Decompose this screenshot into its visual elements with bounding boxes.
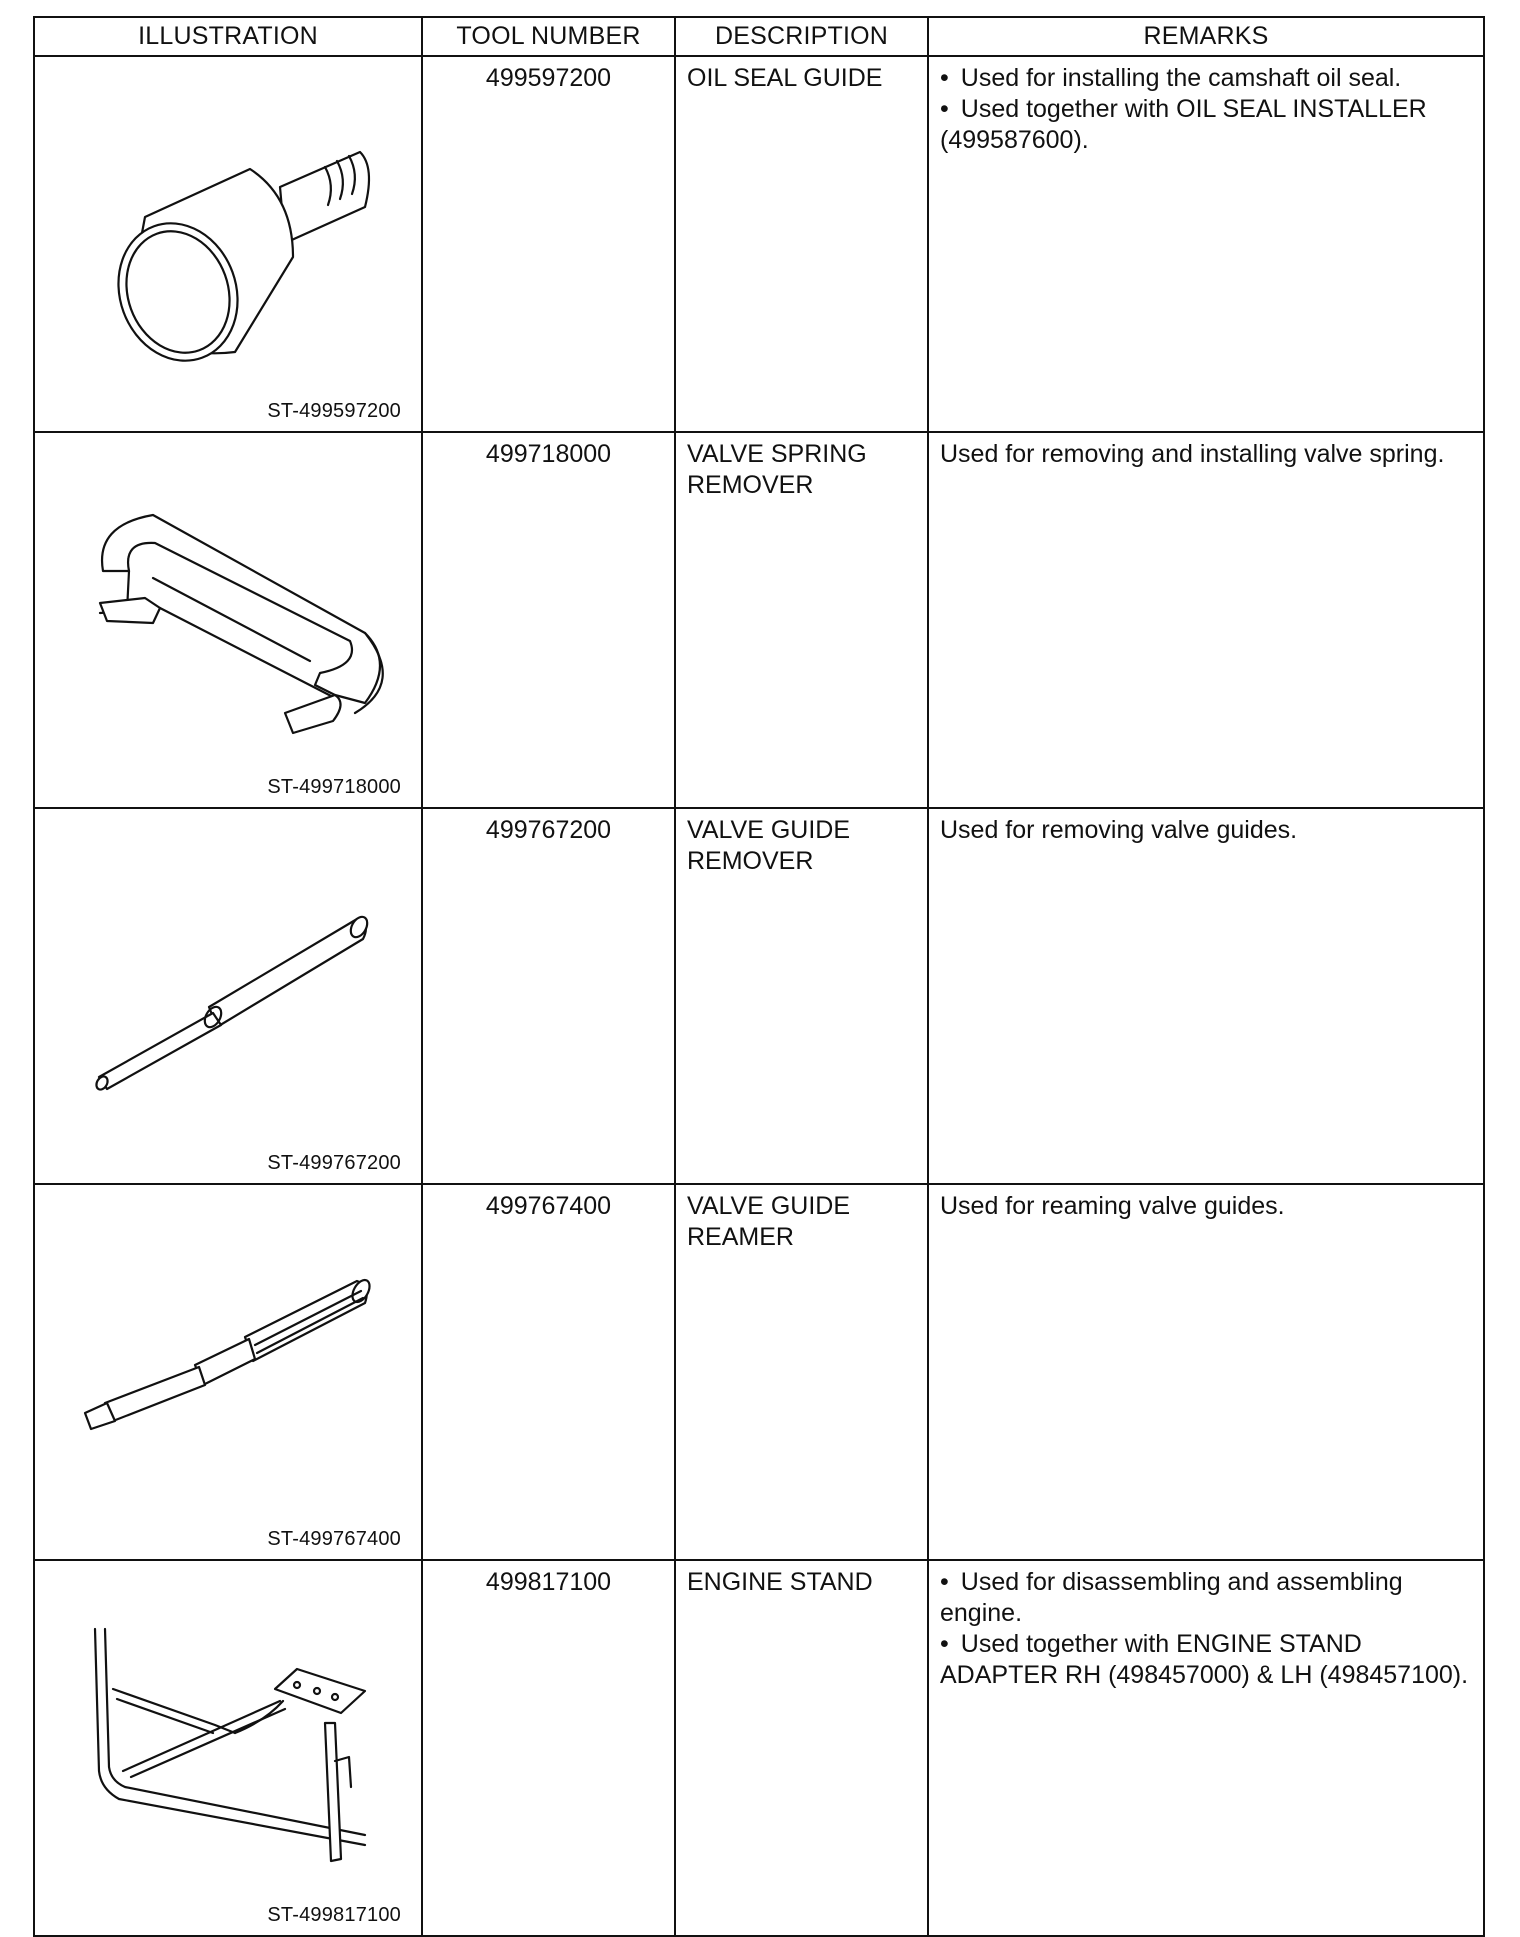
tool-number: 499718000 (422, 432, 675, 808)
illustration-code: ST-499767200 (267, 1152, 401, 1174)
tool-description: OIL SEAL GUIDE (675, 56, 928, 432)
valve-guide-remover-drawing (35, 809, 423, 1177)
illustration-code: ST-499767400 (267, 1528, 401, 1550)
tool-number: 499767400 (422, 1184, 675, 1560)
remark-line: Used for removing and installing valve spring. (940, 440, 1445, 468)
tool-number: 499597200 (422, 56, 675, 432)
illustration-cell (34, 808, 422, 1184)
tool-description: VALVE GUIDE REMOVER (675, 808, 928, 1184)
oil-seal-guide-drawing (35, 57, 423, 425)
remark-line: • Used together with OIL SEAL INSTALLER (499587600). (940, 94, 1473, 156)
tool-remarks (928, 56, 1484, 432)
tool-description: VALVE SPRING REMOVER (675, 432, 928, 808)
table-header-row (34, 17, 1484, 56)
tool-number: 499817100 (422, 1560, 675, 1936)
tool-description: VALVE GUIDE REAMER (675, 1184, 928, 1560)
tool-remarks (928, 1560, 1484, 1936)
illustration-cell (34, 56, 422, 432)
special-tools-table (33, 16, 1485, 1937)
table-row (34, 56, 1484, 432)
illustration-cell (34, 1560, 422, 1936)
remark-line: Used for removing valve guides. (940, 816, 1298, 844)
table-row (34, 1184, 1484, 1560)
tool-remarks (928, 1184, 1484, 1560)
header-tool-number: TOOL NUMBER (422, 17, 675, 56)
illustration-cell (34, 1184, 422, 1560)
tool-remarks (928, 808, 1484, 1184)
illustration-code: ST-499817100 (267, 1904, 401, 1926)
header-description: DESCRIPTION (675, 17, 928, 56)
valve-spring-remover-drawing (35, 433, 423, 801)
illustration-code: ST-499597200 (267, 400, 401, 422)
engine-stand-drawing (35, 1561, 423, 1929)
header-remarks: REMARKS (928, 17, 1484, 56)
illustration-code: ST-499718000 (267, 776, 401, 798)
header-illustration: ILLUSTRATION (34, 17, 422, 56)
remark-line: • Used for installing the camshaft oil seal. (940, 63, 1473, 94)
valve-guide-reamer-drawing (35, 1185, 423, 1553)
tool-number: 499767200 (422, 808, 675, 1184)
illustration-cell (34, 432, 422, 808)
tool-remarks (928, 432, 1484, 808)
table-row (34, 432, 1484, 808)
remark-line: Used for reaming valve guides. (940, 1192, 1285, 1220)
table-row (34, 808, 1484, 1184)
table-row (34, 1560, 1484, 1936)
remark-line: • Used together with ENGINE STAND ADAPTER RH (498457000) & LH (498457100). (940, 1629, 1473, 1691)
remark-line: • Used for disassembling and assembling engine. (940, 1567, 1473, 1629)
tool-description: ENGINE STAND (675, 1560, 928, 1936)
